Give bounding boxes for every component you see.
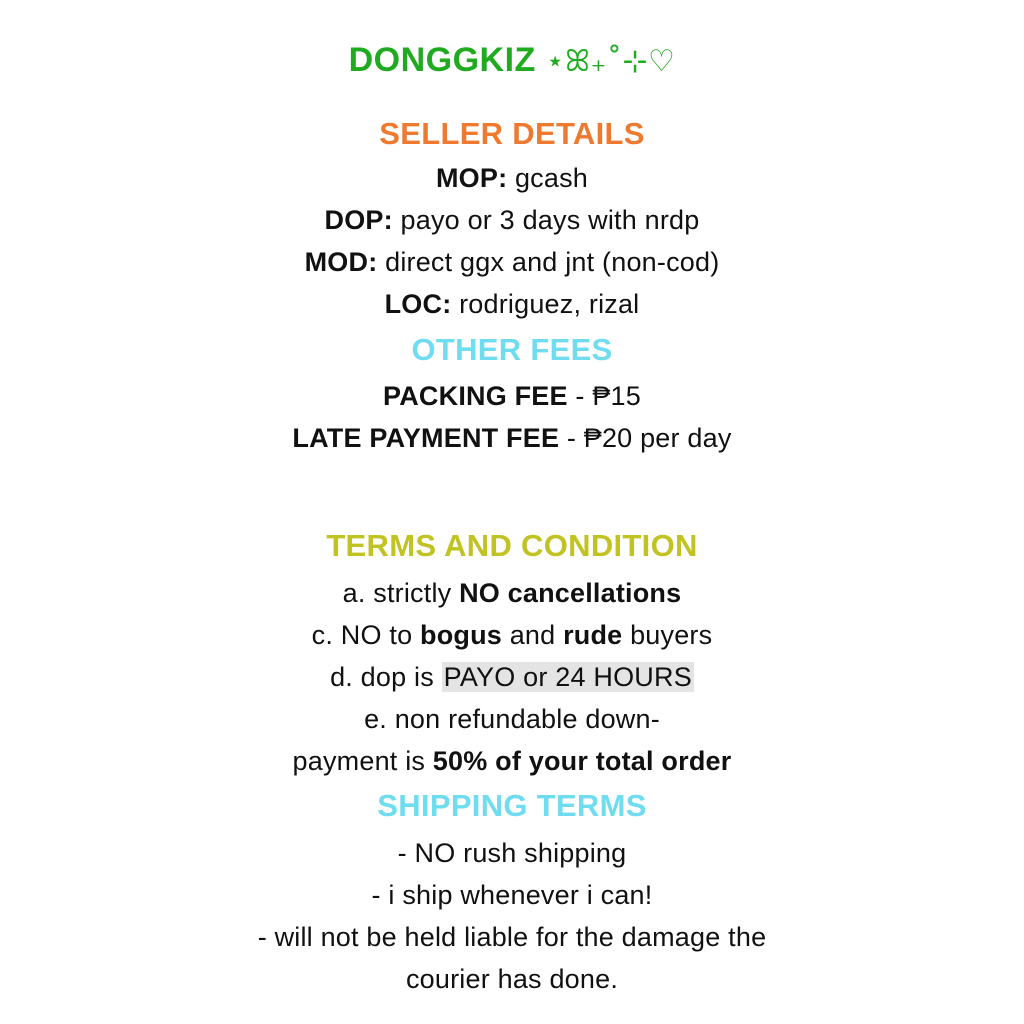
title-decoration: ⋆ꕤ₊˚⊹♡ xyxy=(545,44,676,79)
loc-row xyxy=(0,287,1024,321)
shipping-line-2: - i ship whenever i can! xyxy=(371,880,653,910)
late-fee-label: LATE PAYMENT FEE xyxy=(292,423,560,453)
shipping-heading: SHIPPING TERMS xyxy=(377,788,647,823)
term-c-bogus: bogus xyxy=(420,620,502,650)
term-d-highlight: PAYO or 24 HOURS xyxy=(443,662,692,692)
loc-label: LOC: xyxy=(384,289,452,319)
term-e-bold: 50% of your total order xyxy=(432,746,732,776)
dop-row xyxy=(0,203,1024,237)
mod-value: direct ggx and jnt (non-cod) xyxy=(377,247,720,277)
dop-label: DOP: xyxy=(324,205,393,235)
term-d-prefix: d. dop is xyxy=(330,662,442,692)
shop-title xyxy=(0,39,1024,83)
seller-details-heading: SELLER DETAILS xyxy=(379,116,645,151)
terms-heading: TERMS AND CONDITION xyxy=(326,528,698,563)
packing-fee-row xyxy=(0,379,1024,413)
term-c-suffix: buyers xyxy=(622,620,713,650)
dop-value: payo or 3 days with nrdp xyxy=(392,205,700,235)
term-c-prefix: c. NO to xyxy=(311,620,420,650)
mod-row xyxy=(0,245,1024,279)
mop-row xyxy=(0,161,1024,195)
loc-value: rodriguez, rizal xyxy=(451,289,640,319)
term-c-mid: and xyxy=(502,620,564,650)
term-a xyxy=(0,576,1024,610)
term-e-line2 xyxy=(0,744,1024,778)
mod-label: MOD: xyxy=(304,247,378,277)
other-fees-heading: OTHER FEES xyxy=(411,332,613,367)
term-c-rude: rude xyxy=(563,620,623,650)
term-e-line1: e. non refundable down- xyxy=(364,704,660,734)
late-fee-value: - ₱20 per day xyxy=(559,423,732,453)
late-fee-row xyxy=(0,421,1024,455)
shipping-line-1: - NO rush shipping xyxy=(397,838,627,868)
shipping-line-4: courier has done. xyxy=(405,964,619,994)
packing-fee-label: PACKING FEE xyxy=(383,381,568,411)
term-a-bold: NO cancellations xyxy=(459,578,682,608)
shop-name: DONGGKIZ xyxy=(348,41,536,79)
packing-fee-value: - ₱15 xyxy=(567,381,641,411)
term-e-prefix: payment is xyxy=(292,746,433,776)
term-d xyxy=(0,660,1024,694)
term-a-prefix: a. strictly xyxy=(342,578,460,608)
term-c xyxy=(0,618,1024,652)
mop-value: gcash xyxy=(507,163,589,193)
shipping-line-3: - will not be held liable for the damage the xyxy=(257,922,767,952)
mop-label: MOP: xyxy=(435,163,508,193)
